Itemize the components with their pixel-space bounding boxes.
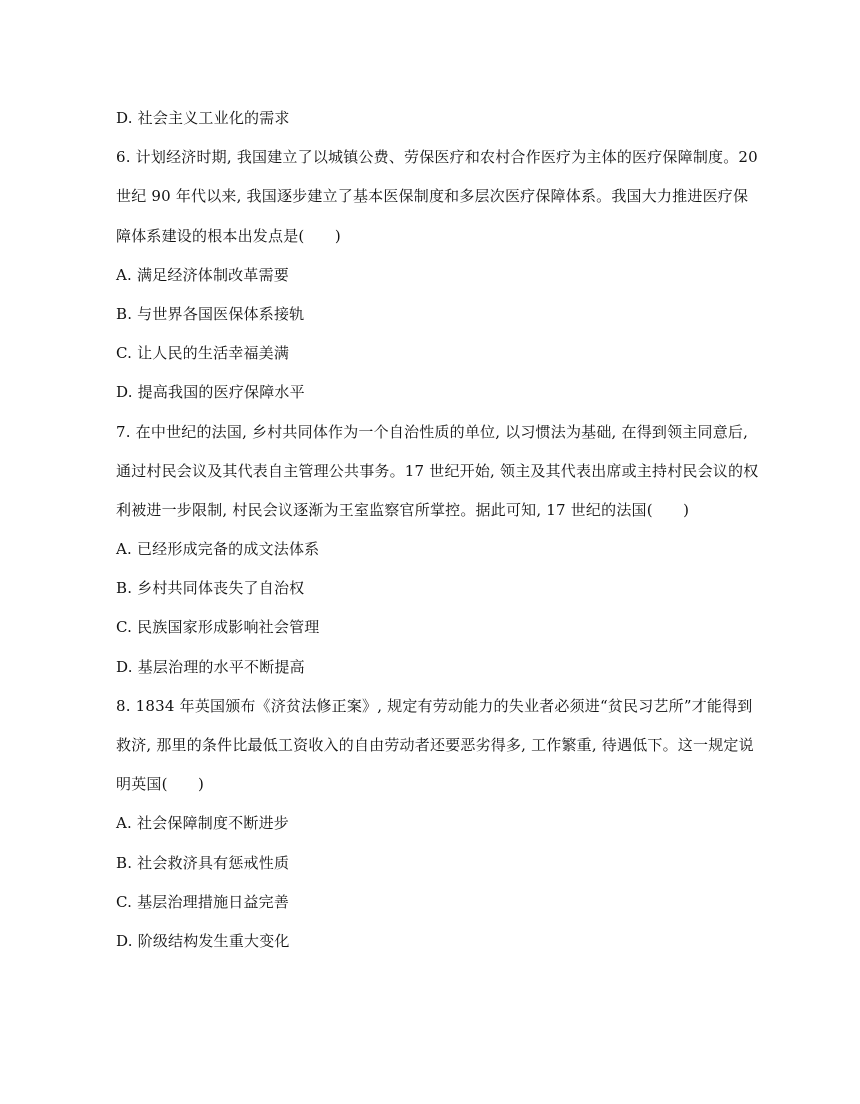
q6-option-a: A. 满足经济体制改革需要 xyxy=(116,265,289,284)
q6-stem-line-3: 障体系建设的根本出发点是( ) xyxy=(116,226,341,245)
q6-option-b: B. 与世界各国医保体系接轨 xyxy=(116,304,305,323)
q5-option-d: D. 社会主义工业化的需求 xyxy=(116,109,290,127)
q7-option-a: A. 已经形成完备的成文法体系 xyxy=(116,540,320,559)
q8-stem-line-2: 救济, 那里的条件比最低工资收入的自由劳动者还要恶劣得多, 工作繁重, 待遇低下。这一规定说 xyxy=(116,736,754,754)
q6-option-c: C. 让人民的生活幸福美满 xyxy=(116,344,290,363)
question-7 xyxy=(116,413,759,687)
q7-stem-line-2: 通过村民会议及其代表自主管理公共事务。17 世纪开始, 领主及其代表出席或主持村民会议的权 xyxy=(116,461,759,480)
q6-stem-line-1: 6. 计划经济时期, 我国建立了以城镇公费、劳保医疗和农村合作医疗为主体的医疗保障制度。20 xyxy=(116,148,758,167)
q6-option-d: D. 提高我国的医疗保障水平 xyxy=(116,383,305,402)
q8-stem-line-1: 8. 1834 年英国颁布《济贫法修正案》, 规定有劳动能力的失业者必须进“贫民习艺所”才能得到 xyxy=(116,696,753,715)
q8-option-d: D. 阶级结构发生重大变化 xyxy=(116,931,290,950)
q6-stem-line-2: 世纪 90 年代以来, 我国逐步建立了基本医保制度和多层次医疗保障体系。我国大力推进医疗保 xyxy=(116,187,749,206)
q7-stem-line-1: 7. 在中世纪的法国, 乡村共同体作为一个自治性质的单位, 以习惯法为基础, 在得到领主同意后, xyxy=(116,422,749,441)
q7-option-b: B. 乡村共同体丧失了自治权 xyxy=(116,579,305,598)
q7-stem-line-3: 利被进一步限制, 村民会议逐渐为王室监察官所掌控。据此可知, 17 世纪的法国( ) xyxy=(116,500,690,519)
question-8 xyxy=(116,687,756,961)
q7-option-d: D. 基层治理的水平不断提高 xyxy=(116,657,305,676)
q8-option-b: B. 社会救济具有惩戒性质 xyxy=(116,853,290,872)
q7-option-c: C. 民族国家形成影响社会管理 xyxy=(116,618,320,637)
q8-option-a: A. 社会保障制度不断进步 xyxy=(116,814,289,833)
question-6 xyxy=(116,138,756,412)
q8-option-c: C. 基层治理措施日益完善 xyxy=(116,892,290,911)
q8-stem-line-3: 明英国( ) xyxy=(116,775,205,794)
question-content xyxy=(116,99,759,961)
